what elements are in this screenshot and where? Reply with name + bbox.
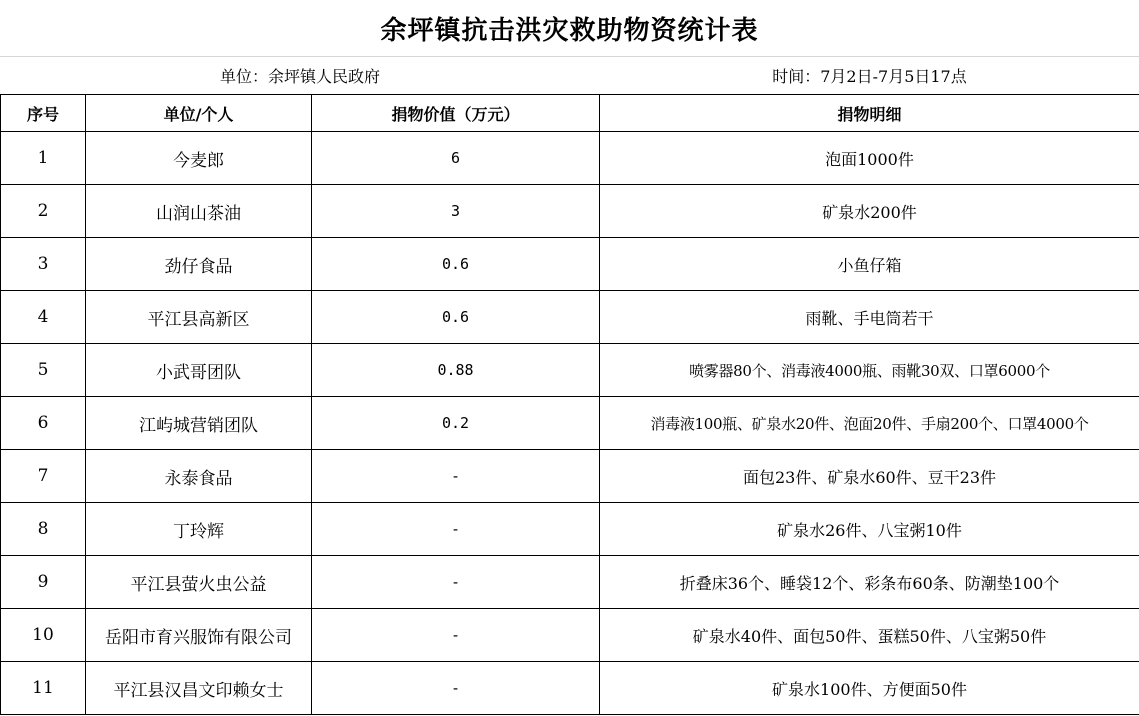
cell-value[interactable]: - bbox=[312, 609, 600, 662]
cell-detail[interactable]: 矿泉水26件、八宝粥10件 bbox=[600, 503, 1139, 556]
cell-unit[interactable]: 江屿城营销团队 bbox=[86, 397, 312, 450]
cell-value[interactable]: - bbox=[312, 662, 600, 715]
cell-value[interactable]: 0.88 bbox=[312, 344, 600, 397]
cell-no[interactable]: 1 bbox=[1, 132, 86, 185]
meta-time: 时间：7月2日-7月5日17点 bbox=[772, 67, 967, 86]
cell-detail[interactable]: 矿泉水100件、方便面50件 bbox=[600, 662, 1139, 715]
cell-detail[interactable]: 矿泉水200件 bbox=[600, 185, 1139, 238]
cell-value[interactable]: 0.2 bbox=[312, 397, 600, 450]
cell-value[interactable]: 6 bbox=[312, 132, 600, 185]
cell-no[interactable]: 3 bbox=[1, 238, 86, 291]
header-unit[interactable]: 单位/个人 bbox=[86, 95, 312, 132]
meta-row bbox=[0, 57, 1139, 94]
header-detail[interactable]: 捐物明细 bbox=[600, 95, 1139, 132]
cell-value[interactable]: - bbox=[312, 450, 600, 503]
cell-unit[interactable]: 岳阳市育兴服饰有限公司 bbox=[86, 609, 312, 662]
cell-detail[interactable]: 喷雾器80个、消毒液4000瓶、雨靴30双、口罩6000个 bbox=[600, 344, 1139, 397]
cell-unit[interactable]: 小武哥团队 bbox=[86, 344, 312, 397]
header-value[interactable]: 捐物价值（万元） bbox=[312, 95, 600, 132]
cell-unit[interactable]: 平江县萤火虫公益 bbox=[86, 556, 312, 609]
cell-detail[interactable]: 折叠床36个、睡袋12个、彩条布60条、防潮垫100个 bbox=[600, 556, 1139, 609]
cell-value[interactable]: 0.6 bbox=[312, 238, 600, 291]
cell-unit[interactable]: 平江县汉昌文印赖女士 bbox=[86, 662, 312, 715]
header-row bbox=[1, 95, 1139, 132]
sheet-title: 余坪镇抗击洪灾救助物资统计表 bbox=[0, 0, 1139, 57]
cell-no[interactable]: 8 bbox=[1, 503, 86, 556]
table-row bbox=[1, 609, 1139, 662]
donation-table bbox=[0, 94, 1139, 715]
cell-unit[interactable]: 山润山茶油 bbox=[86, 185, 312, 238]
table-row bbox=[1, 132, 1139, 185]
cell-no[interactable]: 2 bbox=[1, 185, 86, 238]
meta-unit: 单位：余坪镇人民政府 bbox=[219, 67, 380, 86]
cell-detail[interactable]: 矿泉水40件、面包50件、蛋糕50件、八宝粥50件 bbox=[600, 609, 1139, 662]
table-row bbox=[1, 397, 1139, 450]
cell-no[interactable]: 6 bbox=[1, 397, 86, 450]
cell-unit[interactable]: 平江县高新区 bbox=[86, 291, 312, 344]
cell-no[interactable]: 11 bbox=[1, 662, 86, 715]
cell-detail[interactable]: 雨靴、手电筒若干 bbox=[600, 291, 1139, 344]
cell-detail[interactable]: 泡面1000件 bbox=[600, 132, 1139, 185]
cell-value[interactable]: - bbox=[312, 503, 600, 556]
table-row bbox=[1, 291, 1139, 344]
cell-unit[interactable]: 劲仔食品 bbox=[86, 238, 312, 291]
cell-value[interactable]: 3 bbox=[312, 185, 600, 238]
table-row bbox=[1, 503, 1139, 556]
cell-unit[interactable]: 今麦郎 bbox=[86, 132, 312, 185]
table-row bbox=[1, 556, 1139, 609]
table-row bbox=[1, 344, 1139, 397]
cell-detail[interactable]: 小鱼仔箱 bbox=[600, 238, 1139, 291]
cell-unit[interactable]: 永泰食品 bbox=[86, 450, 312, 503]
cell-value[interactable]: 0.6 bbox=[312, 291, 600, 344]
table-row bbox=[1, 185, 1139, 238]
cell-value[interactable]: - bbox=[312, 556, 600, 609]
header-no[interactable]: 序号 bbox=[1, 95, 86, 132]
cell-no[interactable]: 7 bbox=[1, 450, 86, 503]
cell-no[interactable]: 10 bbox=[1, 609, 86, 662]
cell-no[interactable]: 5 bbox=[1, 344, 86, 397]
table-row bbox=[1, 450, 1139, 503]
table-row bbox=[1, 662, 1139, 715]
cell-no[interactable]: 9 bbox=[1, 556, 86, 609]
cell-detail[interactable]: 消毒液100瓶、矿泉水20件、泡面20件、手扇200个、口罩4000个 bbox=[600, 397, 1139, 450]
table-row bbox=[1, 238, 1139, 291]
cell-unit[interactable]: 丁玲辉 bbox=[86, 503, 312, 556]
cell-detail[interactable]: 面包23件、矿泉水60件、豆干23件 bbox=[600, 450, 1139, 503]
cell-no[interactable]: 4 bbox=[1, 291, 86, 344]
